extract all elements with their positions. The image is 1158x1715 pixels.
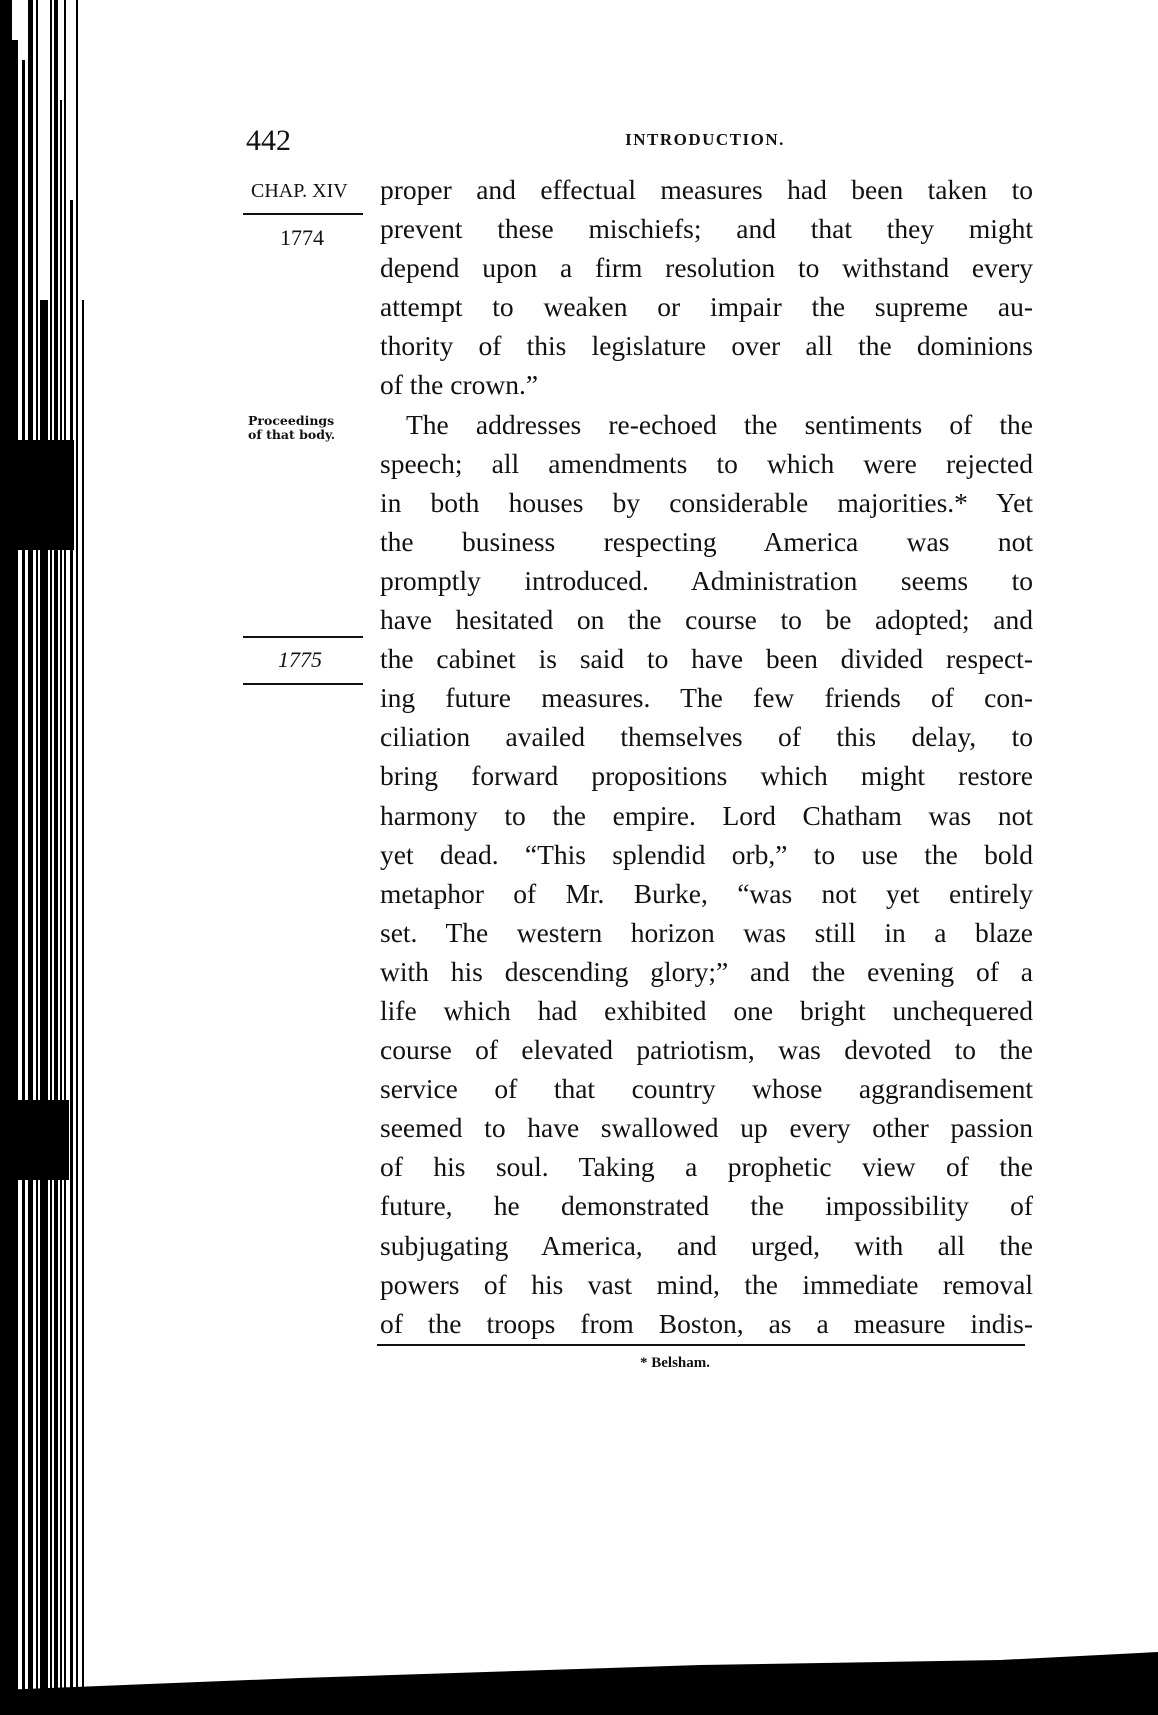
text-line: depend upon a firm resolution to withstand every [380, 252, 1033, 284]
page-number: 442 [246, 124, 291, 157]
text-line: thority of this legislature over all the dominions [380, 330, 1033, 362]
text-line: metaphor of Mr. Burke, “was not yet entirely [380, 877, 1033, 909]
year-1774: 1774 [280, 225, 324, 250]
margin-rule [243, 683, 363, 685]
text-line: attempt to weaken or impair the supreme au- [380, 291, 1033, 323]
text-line: course of elevated patriotism, was devoted to the [380, 1034, 1033, 1066]
text-line: service of that country whose aggrandisement [380, 1073, 1033, 1105]
text-line: The addresses re-echoed the sentiments of the [406, 408, 1033, 440]
text-line: speech; all amendments to which were rejected [380, 447, 1033, 479]
text-line: of the troops from Boston, as a measure indis- [380, 1307, 1033, 1339]
text-line: future, he demonstrated the impossibility of [380, 1190, 1033, 1222]
text-line: bring forward propositions which might restore [380, 760, 1033, 792]
sidenote-line: Proceedings [248, 413, 335, 428]
chapter-label: CHAP. XIV [251, 180, 348, 202]
sidenote-line: of that body. [248, 427, 336, 442]
text-line: set. The western horizon was still in a blaze [380, 916, 1033, 948]
margin-rule [243, 636, 363, 638]
text-line: harmony to the empire. Lord Chatham was not [380, 799, 1033, 831]
footnote-rule [377, 1344, 1025, 1346]
text-line: yet dead. “This splendid orb,” to use the bold [380, 838, 1033, 870]
text-line: the cabinet is said to have been divided respect- [380, 643, 1033, 675]
year-1775: 1775 [278, 647, 322, 672]
text-line: subjugating America, and urged, with all the [380, 1229, 1033, 1261]
text-line: life which had exhibited one bright unchequered [380, 994, 1033, 1026]
text-line: promptly introduced. Administration seems to [380, 564, 1033, 596]
text-line: prevent these mischiefs; and that they might [380, 213, 1033, 245]
text-line: powers of his vast mind, the immediate removal [380, 1268, 1033, 1300]
text-line: of his soul. Taking a prophetic view of the [380, 1151, 1033, 1183]
book-binding-edge [0, 0, 100, 1715]
text-line: seemed to have swallowed up every other passion [380, 1112, 1033, 1144]
text-line: have hesitated on the course to be adopted; and [380, 604, 1033, 636]
text-line: the business respecting America was not [380, 525, 1033, 557]
body-text [380, 170, 1033, 1343]
text-line: with his descending glory;” and the evening of a [380, 955, 1033, 987]
footnote: * Belsham. [640, 1355, 711, 1371]
running-title: INTRODUCTION. [625, 130, 785, 149]
text-line: in both houses by considerable majorities.* Yet [380, 486, 1033, 518]
margin-rule [243, 213, 363, 215]
text-line: ciliation availed themselves of this delay, to [380, 721, 1033, 753]
sidenote [248, 414, 335, 442]
scan-shadow-band [0, 1630, 1158, 1715]
text-line: of the crown.” [380, 369, 539, 401]
text-line: proper and effectual measures had been taken to [380, 174, 1033, 205]
text-line: ing future measures. The few friends of con- [380, 682, 1033, 714]
